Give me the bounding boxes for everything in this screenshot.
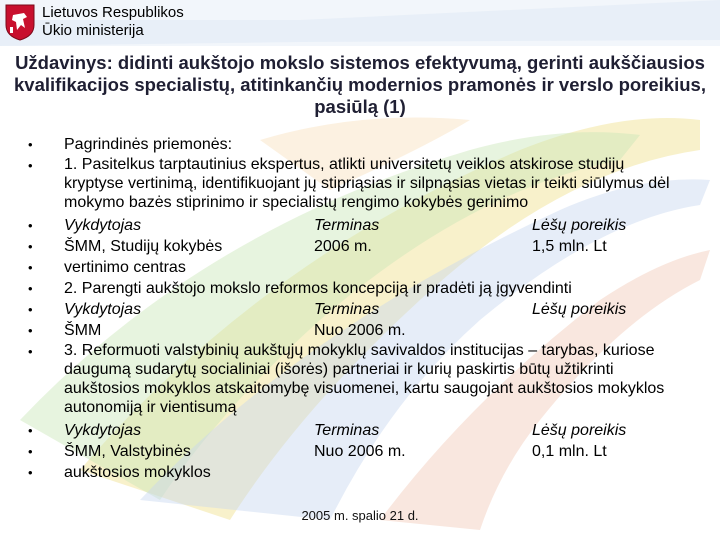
ministry-line-1: Lietuvos Respublikos (42, 4, 184, 21)
intro-text: Pagrindinės priemonės: (64, 136, 233, 153)
deadline-value: Nuo 2006 m. (314, 443, 406, 460)
bullet: • (28, 344, 33, 359)
list-item (0, 341, 720, 420)
list-item (0, 278, 720, 299)
measure-2-text: 2. Parengti aukštojo mokslo reformos koncepciją ir pradėti ją įgyvendinti (64, 280, 572, 297)
executor-value: ŠMM (64, 322, 102, 339)
measure-1-text: 1. Pasitelkus tarptautinius ekspertus, atlikti universitetų veiklos atskirose studijų kryptyse vertinimą, identifikuojant jų stipriąsias ir silpnąsias vietas ir teikti siūlymus dėl mokymo bazės stiprinimo ir specialistų rengimo kokybės gerinimo (64, 156, 670, 211)
executor-header: Vykdytojas (64, 301, 142, 318)
bullet: • (28, 239, 33, 254)
executor-value: ŠMM, Studijų kokybės (64, 238, 223, 255)
bullet: • (28, 158, 33, 173)
bullet: • (28, 281, 33, 296)
measure-1-value-row (0, 236, 720, 257)
header (0, 0, 720, 46)
list-item (0, 134, 720, 155)
executor-value-cont: vertinimo centras (64, 259, 186, 276)
executor-header: Vykdytojas (64, 217, 142, 234)
measure-3-header-row (0, 420, 720, 441)
deadline-value: 2006 m. (314, 238, 372, 255)
executor-value-cont: aukštosios mokyklos (64, 464, 211, 481)
measure-1-value-row-2 (0, 257, 720, 278)
footer-date: 2005 m. spalio 21 d. (301, 508, 419, 523)
measure-3-value-row-2 (0, 462, 720, 483)
page-title: Uždavinys: didinti aukštojo mokslo sistemos efektyvumą, gerinti aukščiausios kvalifikacijos specialistų, atitinkančių modernios pramonės ir verslo poreikius, pasiūlą (1) (14, 52, 706, 117)
ministry-line-2: Ūkio ministerija (42, 22, 144, 39)
deadline-header: Terminas (314, 422, 380, 439)
ministry-name (42, 4, 184, 40)
bullet: • (28, 302, 33, 317)
bullet: • (28, 465, 33, 480)
executor-header: Vykdytojas (64, 422, 142, 439)
bullet: • (28, 423, 33, 438)
coat-of-arms-icon (4, 3, 36, 41)
measures-list (0, 134, 720, 483)
bullet: • (28, 260, 33, 275)
funding-header: Lėšų poreikis (532, 301, 627, 318)
executor-value: ŠMM, Valstybinės (64, 443, 191, 460)
funding-value: 0,1 mln. Lt (532, 443, 607, 460)
funding-header: Lėšų poreikis (532, 217, 627, 234)
deadline-value: Nuo 2006 m. (314, 322, 406, 339)
measure-2-value-row (0, 320, 720, 341)
funding-value: 1,5 mln. Lt (532, 238, 607, 255)
bullet: • (28, 444, 33, 459)
measure-1-header-row (0, 215, 720, 236)
bullet: • (28, 323, 33, 338)
measure-3-text: 3. Reformuoti valstybinių aukštųjų mokyklų savivaldos institucijas – tarybas, kuriose daugumą sudarytų socialiniai (išorės) partneriai ir kurių paskirtis būtų užtikrinti aukštosios mokyklos atskaitomybę visuomenei, kartu saugojant aukštosios mokyklos autonomiją ir vientisumą (64, 342, 665, 416)
bullet: • (28, 137, 33, 152)
bullet: • (28, 218, 33, 233)
measure-2-header-row (0, 299, 720, 320)
funding-header: Lėšų poreikis (532, 422, 627, 439)
list-item (0, 155, 720, 215)
deadline-header: Terminas (314, 217, 380, 234)
deadline-header: Terminas (314, 301, 380, 318)
measure-3-value-row (0, 441, 720, 462)
